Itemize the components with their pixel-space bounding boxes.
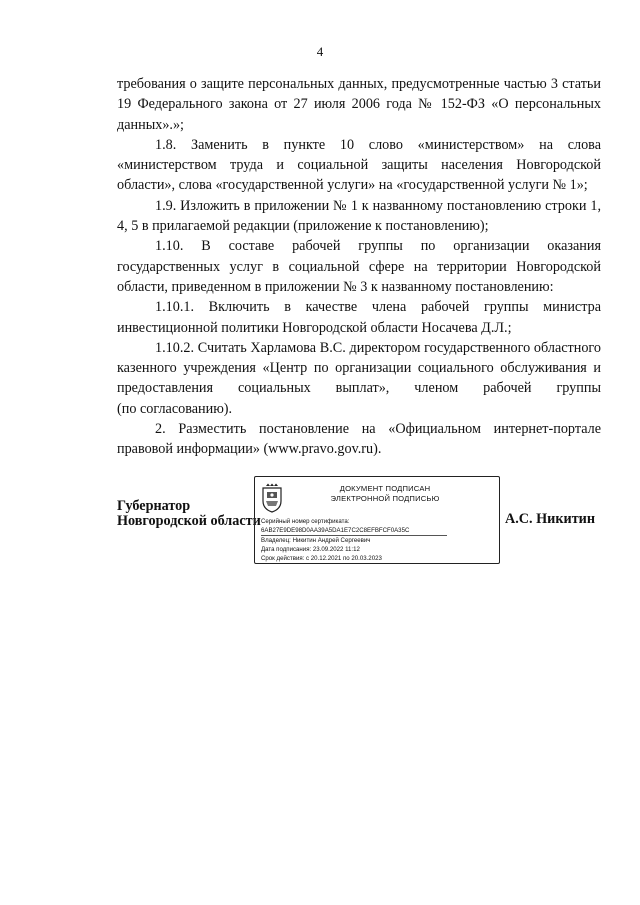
signer-title-line2: Новгородской области [117, 513, 261, 529]
paragraph-1-10-2-end: (по согласованию). [117, 400, 233, 417]
stamp-header-line1: ДОКУМЕНТ ПОДПИСАН [339, 484, 431, 493]
paragraph: требования о защите персональных данных, предусмотренные частью 3 статьи 19 Федерального закона от 27 июля 2006 года № 152-ФЗ «О персональных данных».»; [117, 76, 601, 133]
paragraph-1-8: 1.8. Заменить в пункте 10 слово «министерством» на слова «министерством труда и социальной защиты населения Новгородской области», слова «государственной услуги» на «государственной услуги № 1»; [117, 136, 601, 194]
coat-of-arms-icon [260, 483, 284, 513]
certificate-serial: 6AB27E9DE98D0AA39A5DA1E7C2C8EFBFCF0A35C [261, 527, 410, 534]
paragraph-1-10: 1.10. В составе рабочей группы по организации оказания государственных услуг в социальной сфере на территории Новгородской области, приведенном в приложении № 3 к названному постановлению: [117, 238, 601, 295]
paragraph-1-9: 1.9. Изложить в приложении № 1 к названному постановлению строки 1, 4, 5 в прилагаемой редакции (приложение к постановлению); [117, 197, 601, 235]
electronic-signature-stamp [254, 476, 500, 564]
page-number: 4 [316, 44, 324, 59]
paragraph-1-10-2: 1.10.2. Считать Харламова В.С. директором государственного областного казенного учреждения «Центр по организации социального обслуживания и предоставления социальных выплат», членом рабочей группы [117, 339, 601, 397]
certificate-validity: Срок действия: с 20.12.2021 по 20.03.2023 [261, 555, 382, 562]
signing-date: Дата подписания: 23.09.2022 11:12 [261, 546, 360, 553]
stamp-header [295, 484, 475, 504]
paragraph-1-10-1: 1.10.1. Включить в качестве члена рабочей группы министра инвестиционной политики Новгородской области Носачева Д.Л.; [117, 299, 601, 336]
signer-title-line1: Губернатор [117, 498, 191, 514]
signer-name: А.С. Никитин [505, 511, 596, 527]
signer-title [117, 499, 261, 529]
certificate-owner: Владелец: Никитин Андрей Сергеевич [261, 537, 371, 544]
paragraph-2: 2. Разместить постановление на «Официальном интернет-портале правовой информации» (www.pravo.gov.ru). [117, 421, 601, 458]
stamp-details [261, 517, 497, 563]
certificate-serial-label: Серийный номер сертификата: [261, 518, 350, 525]
document-body [117, 74, 601, 460]
stamp-header-line2: ЭЛЕКТРОННОЙ ПОДПИСЬЮ [330, 494, 440, 503]
